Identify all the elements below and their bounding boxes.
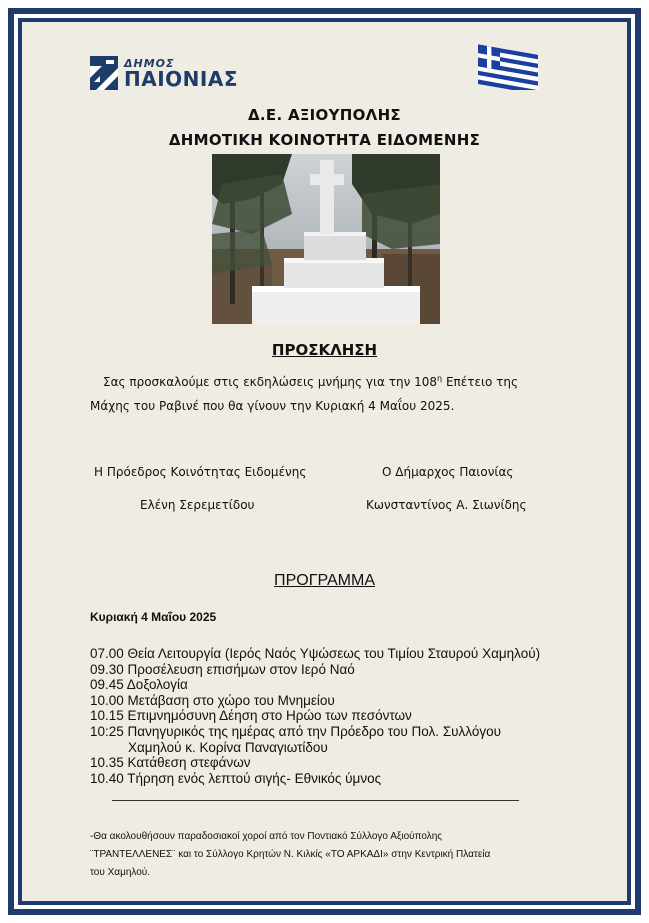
program-item: 07.00 Θεία Λειτουργία (Ιερός Ναός Υψώσεως του Τιμίου Σταυρού Χαμηλού) <box>90 646 541 661</box>
signature-left-role: Η Πρόεδρος Κοινότητας Ειδομένης <box>94 465 307 479</box>
invitation-heading: ΠΡΟΣΚΛΗΣΗ <box>271 341 378 359</box>
greek-flag-icon <box>476 40 540 90</box>
title-district: Δ.Ε. ΑΞΙΟΥΠΟΛΗΣ <box>248 106 401 124</box>
logo-mark-icon <box>90 56 118 90</box>
footnote <box>90 828 570 882</box>
program-item: 10.00 Μετάβαση στο χώρο του Μνημείου <box>90 692 335 708</box>
signature-left-name: Ελένη Σερεμετίδου <box>140 498 255 512</box>
invitation-line-1: Σας προσκαλούμε στις εκδηλώσεις μνήμης για την $108^\eta$ Επέτειο της <box>103 374 519 389</box>
footnote-line-2: ¨ΤΡΑΝΤΕΛΛΕΝΕΣ¨ και το Σύλλογο Κρητών Ν. Κιλκίς «ΤΟ ΑΡΚΑΔΙ» στην Κεντρική Πλατεία <box>90 849 491 860</box>
municipality-logo <box>90 56 238 90</box>
program-item: 10.35 Κατάθεση στεφάνων <box>90 755 251 771</box>
program-heading: ΠΡΟΓΡΑΜΜΑ <box>274 572 375 589</box>
program-item: 10:25 Πανηγυρικός της ημέρας από την Πρόεδρο του Πολ. Συλλόγου <box>90 723 501 739</box>
logo-line-1: ΔΗΜΟΣ <box>124 56 175 70</box>
memorial-photo <box>212 154 440 324</box>
program-list <box>90 646 540 786</box>
program-item: 09.45 Δοξολογία <box>90 677 188 693</box>
signature-right-name: Κωνσταντίνος Α. Σιωνίδης <box>366 498 527 512</box>
program-item: 09.30 Προσέλευση επισήμων στον Ιερό Ναό <box>90 661 355 677</box>
footnote-line-1: -Θα ακολουθήσουν παραδοσιακοί χοροί από τον Ποντιακό Σύλλογο Αξιούπολης <box>90 831 443 842</box>
logo-line-2: ΠΑΙΟΝΙΑΣ <box>124 66 238 91</box>
divider-line <box>112 800 519 801</box>
program-item-continuation: Χαμηλού κ. Κορίνα Παναγιωτίδου <box>128 739 328 755</box>
footnote-line-3: του Χαμηλού. <box>90 867 151 878</box>
invitation-line-2: Μάχης του Ραβινέ που θα γίνουν την Κυριακή 4 Μαΐου 2025. <box>90 399 455 413</box>
program-date: Κυριακή 4 Μαΐου 2025 <box>90 610 217 624</box>
title-community: ΔΗΜΟΤΙΚΗ ΚΟΙΝΟΤΗΤΑ ΕΙΔΟΜΕΝΗΣ <box>168 131 481 149</box>
program-item: 10.40 Τήρηση ενός λεπτού σιγής- Εθνικός ύμνος <box>90 770 382 786</box>
program-item: 10.15 Επιμνημόσυνη Δέηση στο Ηρώο των πεσόντων <box>90 708 412 724</box>
signature-right-role: Ο Δήμαρχος Παιονίας <box>382 465 514 479</box>
